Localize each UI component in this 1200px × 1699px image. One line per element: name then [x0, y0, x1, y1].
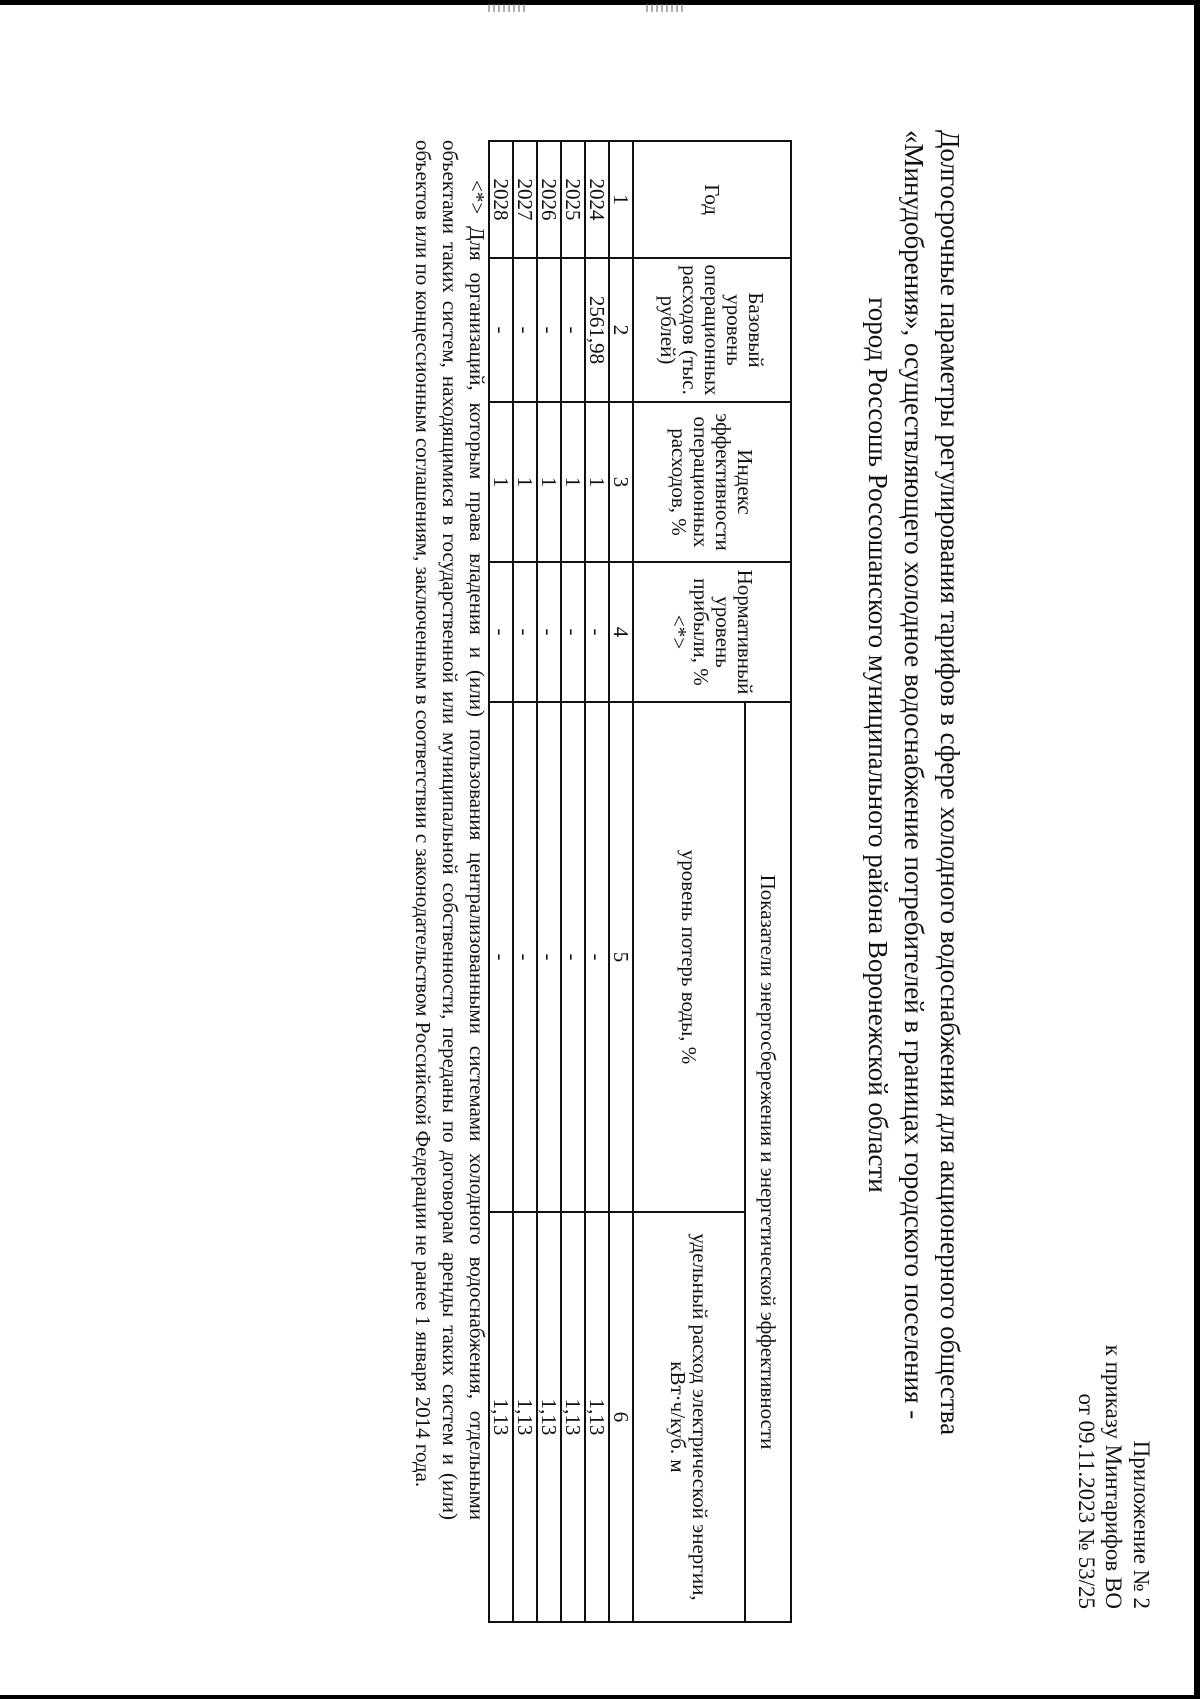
cell-year: 2024: [585, 141, 609, 258]
header-water-loss: уровень потерь воды, %: [633, 702, 745, 1212]
cell-year: 2026: [537, 141, 561, 258]
footnote: <*> Для организаций, которым права владения и (или) пользования централизованными системами холодного водоснабжения, отдельными объектами таких систем, находящимися в государственной или муниципальной собственности, переданы по договорам аренды таких систем и (или) объектов или по концессионным соглашениям, заключенным в соответствии с законодательством Российской Федерации не ранее 1 января 2014 года.: [411, 140, 489, 1520]
title-line: «Минудобрения», осуществляющего холодное водоснабжение потребителей в границах городского поселения -: [899, 130, 929, 1420]
table-row: [585, 141, 609, 1622]
cell-electricity-consumption: 1,13: [585, 1212, 609, 1622]
cell-base-level: -: [489, 258, 513, 402]
cell-efficiency-index: 1: [585, 402, 609, 562]
appendix-line: Приложение № 2: [1129, 1440, 1154, 1609]
table-row: [513, 141, 537, 1622]
cell-electricity-consumption: 1,13: [513, 1212, 537, 1622]
column-number: 1: [609, 141, 633, 258]
cell-efficiency-index: 1: [513, 402, 537, 562]
cell-water-loss: -: [513, 702, 537, 1212]
cell-base-level: -: [513, 258, 537, 402]
cell-base-level: -: [561, 258, 585, 402]
cell-normative-profit: -: [513, 562, 537, 702]
column-number: 3: [609, 402, 633, 562]
cell-water-loss: -: [561, 702, 585, 1212]
cell-year: 2028: [489, 141, 513, 258]
header-energy-indicators: Показатели энергосбережения и энергетической эффективности: [745, 702, 791, 1622]
cell-electricity-consumption: 1,13: [561, 1212, 585, 1622]
title-line: город Россошь Россошанского муниципального района Воронежской области: [863, 297, 893, 1193]
table-row: [537, 141, 561, 1622]
cell-efficiency-index: 1: [561, 402, 585, 562]
column-number: 4: [609, 562, 633, 702]
table-body: [489, 141, 633, 1622]
column-number: 6: [609, 1212, 633, 1622]
cell-normative-profit: -: [585, 562, 609, 702]
cell-normative-profit: -: [561, 562, 585, 702]
cell-water-loss: -: [489, 702, 513, 1212]
cell-base-level: -: [537, 258, 561, 402]
cell-electricity-consumption: 1,13: [489, 1212, 513, 1622]
cell-water-loss: -: [585, 702, 609, 1212]
appendix-line: к приказу Минтарифов ВО: [1101, 1344, 1127, 1609]
cell-year: 2027: [513, 141, 537, 258]
column-number-row: [609, 141, 633, 1622]
cell-year: 2025: [561, 141, 585, 258]
cell-electricity-consumption: 1,13: [537, 1212, 561, 1622]
header-base-level: Базовый уровень операционных расходов (тыс. рублей): [633, 258, 791, 402]
cell-efficiency-index: 1: [489, 402, 513, 562]
cell-efficiency-index: 1: [537, 402, 561, 562]
cell-normative-profit: -: [489, 562, 513, 702]
header-year: Год: [633, 141, 791, 258]
header-normative-profit: Нормативный уровень прибыли, % <*>: [633, 562, 791, 702]
document-title: [860, 130, 968, 1436]
header-efficiency-index: Индекс эффективности операционных расходов, %: [633, 402, 791, 562]
title-line: Долгосрочные параметры регулирования тарифов в сфере холодного водоснабжения для акционерного общества: [935, 130, 965, 1436]
cell-normative-profit: -: [537, 562, 561, 702]
header-electricity-consumption: удельный расход электрической энергии, кВт·ч/куб. м: [633, 1212, 745, 1622]
column-number: 5: [609, 702, 633, 1212]
column-number: 2: [609, 258, 633, 402]
appendix-line: от 09.11.2023 № 53/25: [1073, 1393, 1099, 1609]
cell-base-level: 2561,98: [585, 258, 609, 402]
table-row: [561, 141, 585, 1622]
appendix-reference: [1072, 1189, 1155, 1609]
parameters-table: [488, 140, 792, 1623]
cell-water-loss: -: [537, 702, 561, 1212]
table-row: [489, 141, 513, 1622]
